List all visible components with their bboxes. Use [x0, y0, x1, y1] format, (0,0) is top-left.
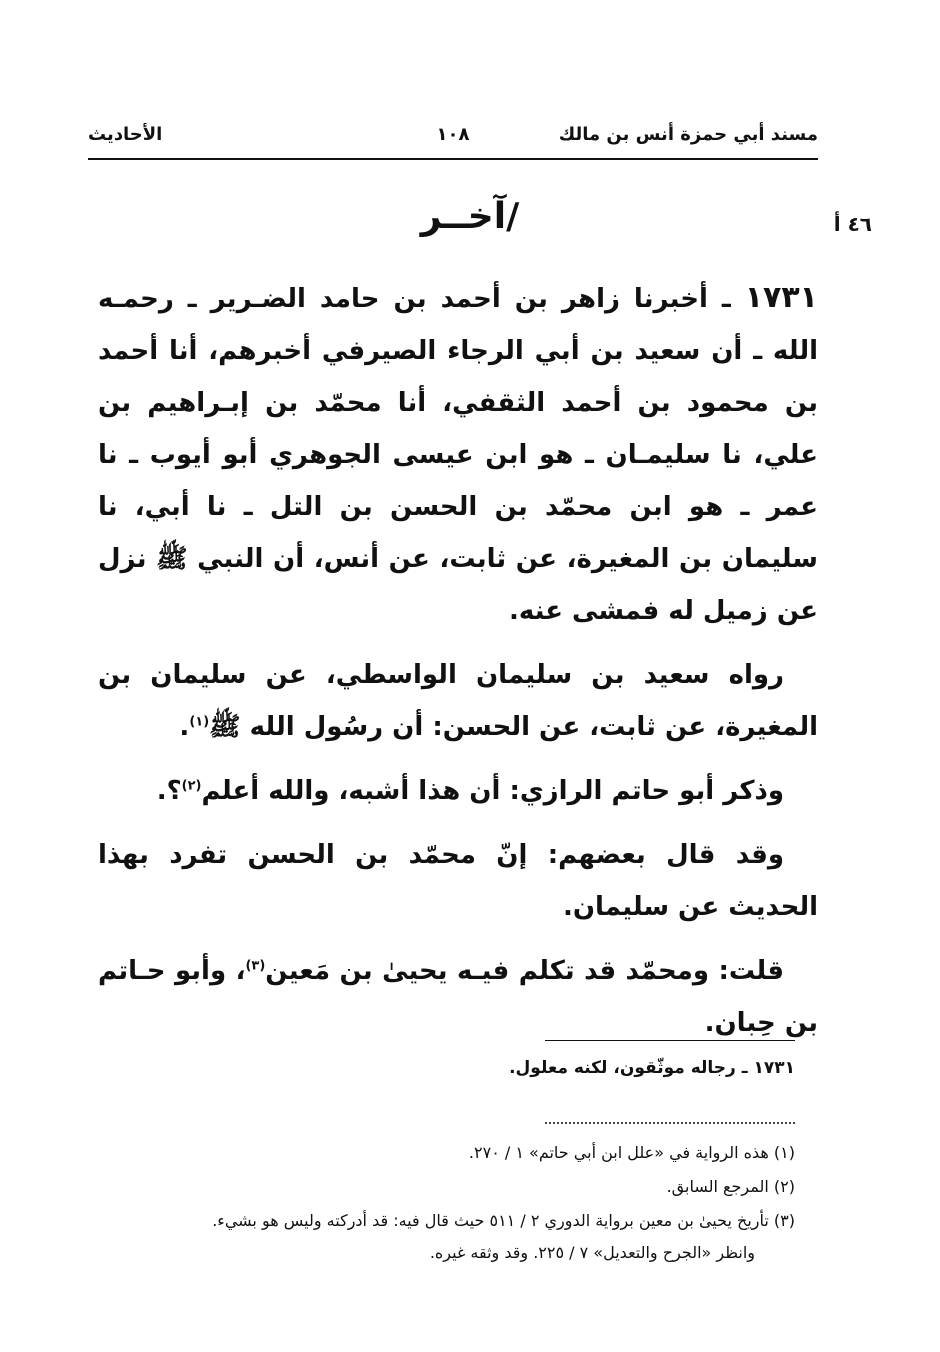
- takhrij-note: ١٧٣١ ـ رجاله موثّقون، لكنه معلول.: [509, 1058, 795, 1078]
- hadith-isnad-text: ـ أخبرنا زاهر بن أحمد بن حامد الضـرير ـ رحمـه الله ـ أن سعيد بن أبي الرجاء الصيرفي أخبرهم، أنا أحمد بن محمود بن أحمد الثقفي، أنا محمّد بن إبـراهيم بن علي، نا سليمـان ـ هو ابن عيسى الجوهري أبو أيوب ـ نا عمر ـ هو ابن محمّد بن الحسن بن التل ـ نا أبي، نا سليمان بن المغيرة، عن ثابت، عن أنس، أن النبي ﷺ نزل عن زميل له فمشى عنه.: [98, 284, 818, 626]
- footnote-continuation: وانظر «الجرح والتعديل» ٧ / ٢٢٥. وقد وثقه غيره.: [429, 1243, 755, 1262]
- hadith-paragraph: [98, 272, 818, 637]
- book-title: مسند أبي حمزة أنس بن مالك: [558, 124, 818, 145]
- hadith-paragraph: [98, 945, 818, 1049]
- narration-end: ؟.: [156, 776, 182, 806]
- narration-end: ، وأبو حـاتم بن حِبان.: [98, 956, 818, 1038]
- section-title: /آخــر: [420, 196, 520, 237]
- narration-text: قلت: ومحمّد قد تكلم فيـه يحيىٰ بن مَعين: [265, 956, 785, 986]
- running-header: [88, 118, 818, 160]
- footnote: (٣) تأريخ يحيىٰ بن معين برواية الدوري ٢ / ٥١١ حيث قال فيه: قد أدركته وليس هو بشيء.: [212, 1211, 795, 1230]
- footnotes: [95, 1138, 795, 1272]
- narration-text: وذكر أبو حاتم الرازي: أن هذا أشبه، والله أعلم: [201, 776, 784, 806]
- footnote-marker: (٢): [181, 778, 202, 794]
- page-number: ١٠٨: [436, 124, 470, 145]
- footnote-divider: [545, 1040, 795, 1041]
- footnote: (١) هذه الرواية في «علل ابن أبي حاتم» ١ / ٢٧٠.: [468, 1143, 795, 1162]
- narration-end: .: [179, 712, 190, 742]
- hadith-paragraph: [98, 765, 818, 817]
- hadith-paragraph: [98, 829, 818, 933]
- narration-text: رواه سعيد بن سليمان الواسطي، عن سليمان بن المغيرة، عن ثابت، عن الحسن: أن رسُول الله ﷺ: [98, 660, 818, 742]
- footnote-dotted-divider: [545, 1122, 795, 1124]
- hadith-body: [98, 272, 818, 1061]
- section-name: الأحاديث: [88, 124, 163, 145]
- narration-text: وقد قال بعضهم: إنّ محمّد بن الحسن تفرد بهذا الحديث عن سليمان.: [98, 840, 818, 922]
- footnote: (٢) المرجع السابق.: [666, 1177, 795, 1196]
- footnote-marker: (٣): [245, 958, 266, 974]
- hadith-number: ١٧٣١: [744, 280, 818, 315]
- footnote-marker: (١): [189, 714, 210, 730]
- hadith-paragraph: [98, 649, 818, 753]
- manuscript-folio-ref: ٤٦ أ: [833, 212, 872, 236]
